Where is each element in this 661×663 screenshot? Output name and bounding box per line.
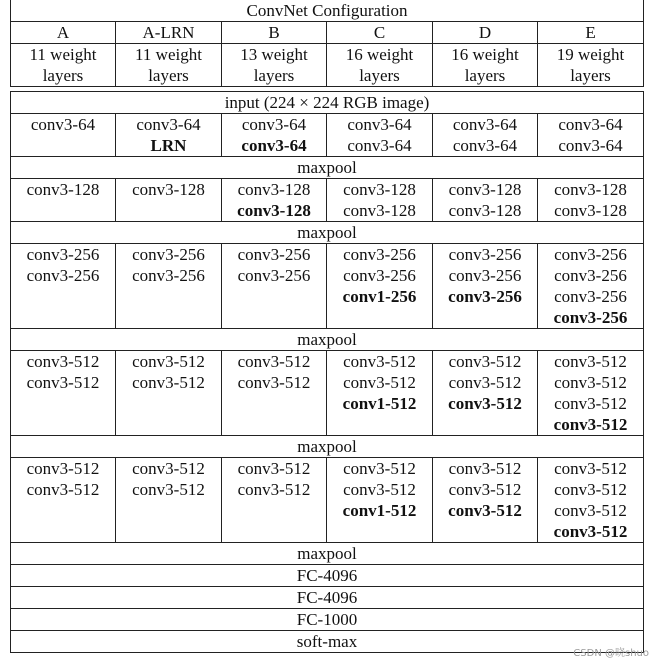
maxpool-layer: maxpool	[11, 329, 644, 351]
depth-line: 19 weight	[556, 45, 625, 64]
config-depth	[538, 44, 644, 87]
depth-line: 16 weight	[345, 45, 414, 64]
layer-entry: conv3-512	[448, 459, 522, 478]
config-depth	[11, 44, 116, 87]
layer-entry: conv3-256	[26, 245, 100, 264]
conv-block-cell	[11, 351, 116, 436]
depth-line: layers	[42, 66, 84, 85]
layer-entry: conv3-64	[558, 136, 623, 155]
tail-layer: maxpool	[11, 543, 644, 565]
conv-block-cell	[433, 244, 538, 329]
conv-block-cell	[327, 179, 433, 222]
layer-entry: conv3-512	[554, 459, 627, 478]
layer-entry: conv3-512	[132, 352, 205, 371]
conv-block-cell	[327, 114, 433, 157]
layer-entry: conv3-512	[554, 501, 627, 520]
conv-block-cell	[538, 179, 644, 222]
layer-entry: conv1-256	[342, 287, 417, 306]
maxpool-layer: maxpool	[11, 436, 644, 458]
conv-block-cell	[433, 458, 538, 543]
layer-entry: conv3-64	[452, 115, 518, 134]
layer-entry: conv3-512	[237, 480, 311, 499]
tail-layer: FC-1000	[11, 609, 644, 631]
layer-entry: conv1-512	[342, 501, 417, 520]
conv-block-cell	[327, 458, 433, 543]
config-name: C	[327, 22, 433, 44]
layer-entry: conv3-512	[26, 480, 100, 499]
layer-entry: conv3-256	[554, 287, 627, 306]
conv-block-cell	[433, 351, 538, 436]
conv-block-cell	[11, 114, 116, 157]
layer-entry: conv3-512	[132, 373, 205, 392]
layer-entry: conv3-512	[553, 415, 628, 434]
layer-entry: conv3-512	[343, 373, 416, 392]
depth-line: 11 weight	[135, 45, 202, 64]
layer-entry: conv3-64	[241, 136, 307, 155]
layer-entry: conv3-512	[237, 459, 311, 478]
depth-line: 11 weight	[29, 45, 97, 64]
tail-layer-row	[11, 543, 644, 565]
conv-block-row	[11, 458, 644, 543]
conv-block-cell	[538, 114, 644, 157]
layer-entry: conv3-256	[343, 266, 416, 285]
maxpool-layer-row	[11, 222, 644, 244]
conv-block-row	[11, 244, 644, 329]
layer-entry: conv3-128	[237, 201, 311, 220]
layer-entry: conv3-512	[132, 480, 205, 499]
layer-entry: conv3-512	[26, 352, 100, 371]
depth-line: 13 weight	[240, 45, 308, 64]
conv-block-cell	[11, 179, 116, 222]
table-title: ConvNet Configuration	[11, 0, 644, 22]
conv-block-row	[11, 351, 644, 436]
conv-block-row	[11, 179, 644, 222]
conv-block-cell	[222, 244, 327, 329]
config-depth	[222, 44, 327, 87]
layer-entry: conv3-128	[237, 180, 311, 199]
layer-entry: conv3-512	[448, 394, 522, 413]
input-layer-row	[11, 92, 644, 114]
layer-entry: conv3-512	[554, 480, 627, 499]
convnet-config-table	[10, 0, 644, 653]
layer-entry: conv3-256	[237, 266, 311, 285]
layer-entry: conv3-512	[343, 352, 416, 371]
layer-entry: conv3-64	[558, 115, 623, 134]
layer-entry: conv3-512	[26, 459, 100, 478]
conv-block-cell	[116, 351, 222, 436]
conv-block-cell	[327, 244, 433, 329]
layer-entry: conv3-64	[452, 136, 518, 155]
layer-entry: conv3-256	[26, 266, 100, 285]
layer-entry: conv3-512	[132, 459, 205, 478]
layer-entry: conv3-512	[343, 480, 416, 499]
layer-entry: conv3-128	[448, 180, 522, 199]
layer-entry: conv3-512	[26, 373, 100, 392]
depth-line: layers	[253, 66, 295, 85]
tail-layer: soft-max	[11, 631, 644, 653]
layer-entry: conv3-512	[448, 480, 522, 499]
layer-entry: conv3-256	[554, 266, 627, 285]
conv-block-cell	[116, 179, 222, 222]
conv-block-row	[11, 114, 644, 157]
maxpool-layer-row	[11, 329, 644, 351]
layer-entry: conv3-64	[241, 115, 307, 134]
conv-block-cell	[222, 458, 327, 543]
depth-line: layers	[570, 66, 611, 85]
input-layer: input (224 × 224 RGB image)	[11, 92, 644, 114]
layer-entry: conv1-512	[342, 394, 417, 413]
layer-entry: conv3-512	[237, 352, 311, 371]
layer-entry: conv3-512	[343, 459, 416, 478]
tail-layer-row	[11, 609, 644, 631]
watermark: CSDN @晓shuo	[573, 648, 649, 659]
conv-block-cell	[222, 179, 327, 222]
conv-block-cell	[538, 351, 644, 436]
config-depth-row	[11, 44, 644, 87]
conv-block-cell	[11, 458, 116, 543]
conv-block-cell	[433, 114, 538, 157]
depth-line: layers	[148, 66, 189, 85]
layer-entry: conv3-256	[448, 245, 522, 264]
config-depth	[433, 44, 538, 87]
layer-entry: conv3-512	[448, 352, 522, 371]
tail-layer: FC-4096	[11, 565, 644, 587]
conv-block-cell	[11, 244, 116, 329]
conv-block-cell	[222, 114, 327, 157]
conv-block-cell	[327, 351, 433, 436]
maxpool-layer-row	[11, 157, 644, 179]
depth-line: layers	[464, 66, 506, 85]
maxpool-layer-row	[11, 436, 644, 458]
config-name: E	[538, 22, 644, 44]
tail-layer-row	[11, 631, 644, 653]
config-name: A	[11, 22, 116, 44]
layer-entry: conv3-512	[448, 501, 522, 520]
layer-entry: conv3-512	[554, 373, 627, 392]
config-names-row	[11, 22, 644, 44]
layer-entry: conv3-64	[136, 115, 201, 134]
layer-entry: conv3-128	[132, 180, 205, 199]
layer-entry: conv3-256	[132, 245, 205, 264]
maxpool-layer: maxpool	[11, 222, 644, 244]
layer-entry: conv3-256	[448, 287, 522, 306]
config-name: D	[433, 22, 538, 44]
config-name: B	[222, 22, 327, 44]
config-depth	[327, 44, 433, 87]
layer-entry: conv3-256	[237, 245, 311, 264]
conv-block-cell	[222, 351, 327, 436]
config-depth	[116, 44, 222, 87]
layer-entry: conv3-256	[132, 266, 205, 285]
tail-layer: FC-4096	[11, 587, 644, 609]
layer-entry: conv3-128	[26, 180, 100, 199]
layer-entry: conv3-512	[554, 394, 627, 413]
layer-entry: conv3-512	[448, 373, 522, 392]
layer-entry: conv3-128	[554, 180, 627, 199]
maxpool-layer: maxpool	[11, 157, 644, 179]
depth-line: layers	[359, 66, 400, 85]
depth-line: 16 weight	[451, 45, 519, 64]
conv-block-cell	[538, 458, 644, 543]
layer-entry: conv3-64	[347, 115, 412, 134]
layer-entry: conv3-256	[343, 245, 416, 264]
conv-block-cell	[538, 244, 644, 329]
layer-entry: conv3-512	[237, 373, 311, 392]
layer-entry: conv3-64	[347, 136, 412, 155]
layer-entry: conv3-128	[343, 180, 416, 199]
layer-entry: conv3-512	[553, 522, 628, 541]
config-name: A-LRN	[116, 22, 222, 44]
layer-entry: conv3-128	[343, 201, 416, 220]
layer-entry: conv3-256	[553, 308, 628, 327]
conv-block-cell	[116, 244, 222, 329]
layer-entry: conv3-512	[554, 352, 627, 371]
conv-block-cell	[116, 458, 222, 543]
convnet-config-table-container	[10, 0, 643, 653]
layer-entry: conv3-256	[448, 266, 522, 285]
table-title-row	[11, 0, 644, 22]
tail-layer-row	[11, 587, 644, 609]
conv-block-cell	[116, 114, 222, 157]
layer-entry: conv3-128	[448, 201, 522, 220]
layer-entry: conv3-128	[554, 201, 627, 220]
conv-block-cell	[433, 179, 538, 222]
layer-entry: conv3-64	[30, 115, 96, 134]
layer-entry: LRN	[150, 136, 187, 155]
tail-layer-row	[11, 565, 644, 587]
layer-entry: conv3-256	[554, 245, 627, 264]
